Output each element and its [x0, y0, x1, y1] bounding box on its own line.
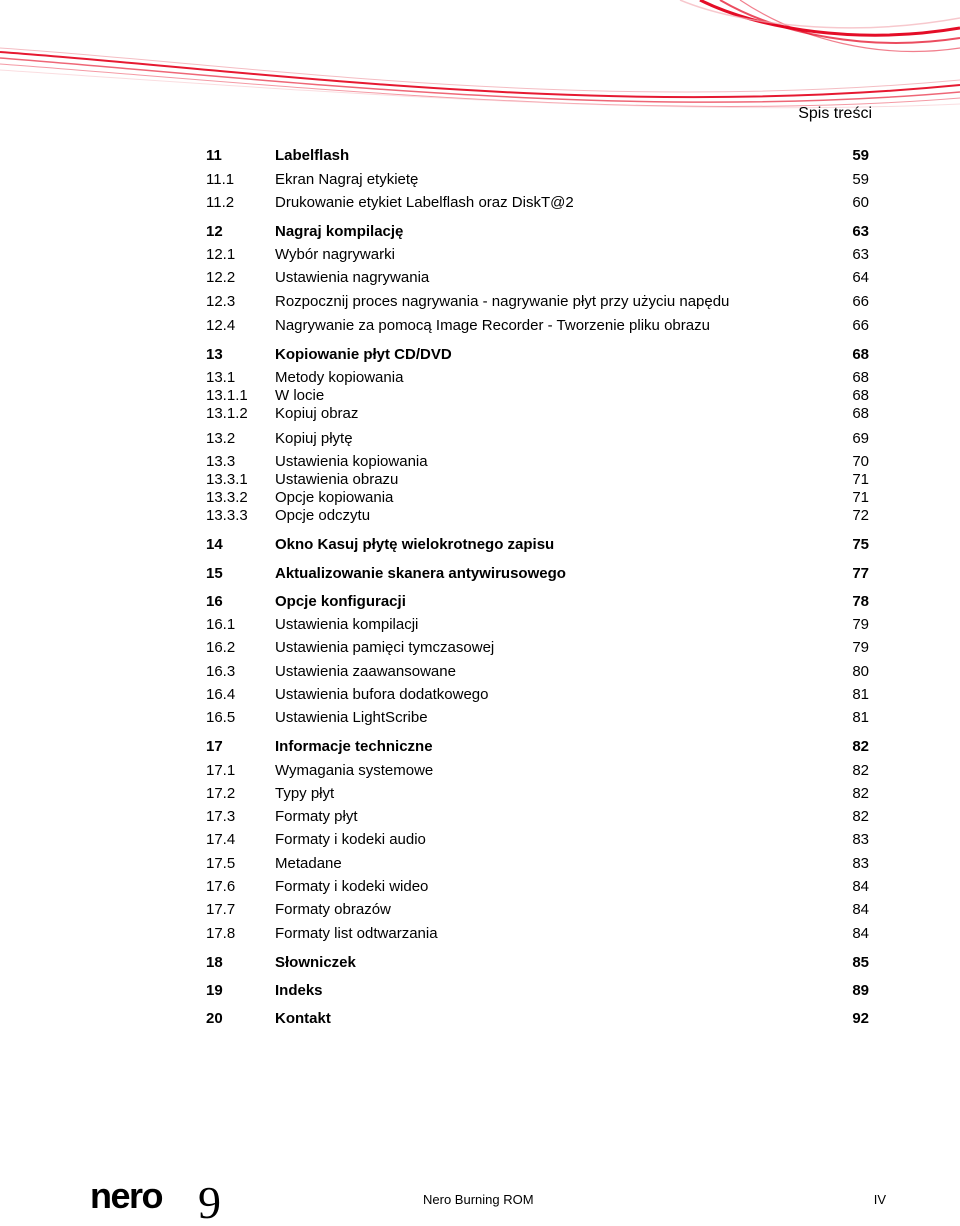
toc-page-number[interactable]: 79: [852, 639, 869, 656]
toc-title[interactable]: Typy płyt: [275, 785, 335, 802]
toc-row[interactable]: [0, 980, 960, 1002]
toc-page-number[interactable]: 72: [852, 507, 869, 524]
toc-title[interactable]: Wybór nagrywarki: [275, 246, 395, 263]
toc-number: 12.1: [206, 246, 236, 263]
toc-title[interactable]: Indeks: [275, 982, 323, 999]
toc-number: 11.1: [206, 171, 235, 188]
toc-row[interactable]: [0, 661, 960, 683]
toc-page-number[interactable]: 92: [852, 1010, 869, 1027]
toc-page-number[interactable]: 69: [852, 430, 869, 447]
toc-number: 13.3.2: [206, 489, 248, 506]
toc-page-number[interactable]: 66: [852, 293, 869, 310]
toc-number: 19: [206, 982, 223, 999]
header-swoosh-decoration: [0, 0, 960, 110]
toc-title[interactable]: Ustawienia nagrywania: [275, 269, 430, 286]
toc-page-number[interactable]: 84: [852, 878, 869, 895]
toc-row[interactable]: [0, 736, 960, 758]
toc-number: 13.3.1: [206, 471, 248, 488]
toc-row[interactable]: [0, 876, 960, 898]
toc-title[interactable]: Kopiowanie płyt CD/DVD: [275, 346, 452, 363]
toc-row[interactable]: [0, 428, 960, 450]
toc-row[interactable]: [0, 829, 960, 851]
toc-number: 16.3: [206, 663, 236, 680]
toc-row[interactable]: [0, 591, 960, 613]
toc-page-number[interactable]: 81: [852, 709, 869, 726]
svg-text:nero: nero: [90, 1178, 163, 1216]
toc-title[interactable]: Formaty płyt: [275, 808, 358, 825]
toc-row[interactable]: [0, 244, 960, 266]
toc-number: 16.1: [206, 616, 236, 633]
toc-page-number[interactable]: 89: [852, 982, 869, 999]
toc-page-number[interactable]: 68: [852, 387, 869, 404]
toc-title[interactable]: Nagraj kompilację: [275, 223, 404, 240]
toc-title[interactable]: Ustawienia zaawansowane: [275, 663, 456, 680]
toc-title[interactable]: Ustawienia kopiowania: [275, 453, 428, 470]
toc-title[interactable]: Metadane: [275, 855, 342, 872]
toc-number: 16: [206, 593, 223, 610]
toc-title[interactable]: Wymagania systemowe: [275, 762, 434, 779]
toc-page-number[interactable]: 82: [852, 785, 869, 802]
toc-page-number[interactable]: 70: [852, 453, 869, 470]
toc-title[interactable]: Metody kopiowania: [275, 369, 404, 386]
toc-title[interactable]: Formaty list odtwarzania: [275, 925, 438, 942]
toc-title[interactable]: Formaty i kodeki wideo: [275, 878, 429, 895]
toc-title[interactable]: W locie: [275, 387, 325, 404]
toc-row[interactable]: [0, 1008, 960, 1030]
toc-page-number[interactable]: 84: [852, 901, 869, 918]
toc-page-number[interactable]: 71: [852, 471, 869, 488]
toc-title[interactable]: Kontakt: [275, 1010, 331, 1027]
toc-title[interactable]: Opcje konfiguracji: [275, 593, 406, 610]
toc-title[interactable]: Ustawienia bufora dodatkowego: [275, 686, 489, 703]
toc-number: 17.2: [206, 785, 236, 802]
toc-row[interactable]: [0, 344, 960, 366]
footer-page-number: IV: [873, 1192, 886, 1207]
toc-number: 17.7: [206, 901, 236, 918]
toc-title[interactable]: Ustawienia pamięci tymczasowej: [275, 639, 495, 656]
toc-number: 11: [206, 147, 222, 164]
toc-number: 16.4: [206, 686, 236, 703]
toc-number: 12: [206, 223, 223, 240]
toc-row[interactable]: [0, 637, 960, 659]
toc-page-number[interactable]: 85: [852, 954, 869, 971]
toc-page-number[interactable]: 83: [852, 855, 869, 872]
toc-page-number[interactable]: 59: [852, 171, 869, 188]
toc-number: 17.8: [206, 925, 236, 942]
toc-row[interactable]: [0, 534, 960, 556]
toc-row[interactable]: [0, 267, 960, 289]
toc-row[interactable]: [0, 563, 960, 585]
toc-number: 17.6: [206, 878, 236, 895]
toc-number: 17: [206, 738, 223, 755]
toc-row[interactable]: [0, 783, 960, 805]
toc-row[interactable]: [0, 145, 960, 167]
toc-title[interactable]: Kopiuj płytę: [275, 430, 353, 447]
toc-row[interactable]: [0, 291, 960, 313]
toc-title[interactable]: Rozpocznij proces nagrywania - nagrywanie płyt przy użyciu napędu: [275, 293, 730, 310]
toc-number: 12.2: [206, 269, 236, 286]
toc-title[interactable]: Ustawienia LightScribe: [275, 709, 428, 726]
toc-number: 13.3.3: [206, 507, 248, 524]
toc-page-number[interactable]: 59: [852, 147, 869, 164]
toc-page-number[interactable]: 81: [852, 686, 869, 703]
svg-text:9: 9: [198, 1178, 221, 1226]
toc-page-number[interactable]: 68: [852, 405, 869, 422]
toc-row[interactable]: [0, 403, 960, 425]
toc-title[interactable]: Ekran Nagraj etykietę: [275, 171, 419, 188]
toc-page-number[interactable]: 63: [852, 223, 869, 240]
toc-title[interactable]: Kopiuj obraz: [275, 405, 359, 422]
toc-page-number[interactable]: 68: [852, 369, 869, 386]
toc-title[interactable]: Słowniczek: [275, 954, 356, 971]
toc-title[interactable]: Ustawienia obrazu: [275, 471, 399, 488]
toc-row[interactable]: [0, 221, 960, 243]
toc-number: 16.2: [206, 639, 236, 656]
nero-logo: [90, 1178, 230, 1226]
toc-page-number[interactable]: 64: [852, 269, 869, 286]
toc-title[interactable]: Opcje kopiowania: [275, 489, 394, 506]
toc-row[interactable]: [0, 505, 960, 527]
toc-title[interactable]: Opcje odczytu: [275, 507, 371, 524]
toc-title[interactable]: Nagrywanie za pomocą Image Recorder - Tworzenie pliku obrazu: [275, 317, 710, 334]
toc-title[interactable]: Formaty obrazów: [275, 901, 391, 918]
toc-number: 12.4: [206, 317, 236, 334]
toc-page-number[interactable]: 63: [852, 246, 869, 263]
toc-number: 18: [206, 954, 223, 971]
toc-page-number[interactable]: 82: [852, 808, 869, 825]
toc-row[interactable]: [0, 315, 960, 337]
toc-row[interactable]: [0, 707, 960, 729]
toc-number: 13.3: [206, 453, 236, 470]
toc-page-number[interactable]: 60: [852, 194, 869, 211]
toc-row[interactable]: [0, 614, 960, 636]
toc-number: 13: [206, 346, 223, 363]
toc-row[interactable]: [0, 192, 960, 214]
toc-row[interactable]: [0, 169, 960, 191]
toc-page-number[interactable]: 75: [852, 536, 869, 553]
toc-number: 13.1.2: [206, 405, 248, 422]
toc-number: 13.1.1: [206, 387, 248, 404]
toc-number: 17.3: [206, 808, 236, 825]
toc-title[interactable]: Okno Kasuj płytę wielokrotnego zapisu: [275, 536, 555, 553]
toc-title[interactable]: Formaty i kodeki audio: [275, 831, 426, 848]
toc-page-number[interactable]: 77: [852, 565, 869, 582]
toc-page-number[interactable]: 82: [852, 738, 869, 755]
toc-page-number[interactable]: 82: [852, 762, 869, 779]
toc-title[interactable]: Drukowanie etykiet Labelflash oraz DiskT@2: [275, 194, 574, 211]
toc-page-number[interactable]: 84: [852, 925, 869, 942]
toc-page-number[interactable]: 78: [852, 593, 869, 610]
toc-number: 20: [206, 1010, 223, 1027]
toc-row[interactable]: [0, 952, 960, 974]
toc-page-number[interactable]: 79: [852, 616, 869, 633]
toc-title[interactable]: Ustawienia kompilacji: [275, 616, 419, 633]
toc-row[interactable]: [0, 760, 960, 782]
header-section-title: Spis treści: [798, 105, 872, 122]
toc-number: 17.4: [206, 831, 236, 848]
toc-number: 16.5: [206, 709, 236, 726]
toc-title[interactable]: Informacje techniczne: [275, 738, 433, 755]
toc-number: 13.2: [206, 430, 236, 447]
toc-number: 11.2: [206, 194, 235, 211]
toc-title[interactable]: Aktualizowanie skanera antywirusowego: [275, 565, 566, 582]
toc-page-number[interactable]: 80: [852, 663, 869, 680]
toc-number: 12.3: [206, 293, 236, 310]
toc-number: 17.5: [206, 855, 236, 872]
toc-row[interactable]: [0, 806, 960, 828]
toc-row[interactable]: [0, 853, 960, 875]
toc-page-number[interactable]: 71: [852, 489, 869, 506]
footer-product-name: Nero Burning ROM: [423, 1192, 534, 1207]
toc-row[interactable]: [0, 899, 960, 921]
toc-row[interactable]: [0, 923, 960, 945]
toc-number: 15: [206, 565, 223, 582]
toc-title[interactable]: Labelflash: [275, 147, 350, 164]
toc-number: 13.1: [206, 369, 236, 386]
toc-page-number[interactable]: 83: [852, 831, 869, 848]
toc-page-number[interactable]: 66: [852, 317, 869, 334]
toc-page-number[interactable]: 68: [852, 346, 869, 363]
toc-number: 17.1: [206, 762, 236, 779]
toc-row[interactable]: [0, 684, 960, 706]
toc-number: 14: [206, 536, 223, 553]
